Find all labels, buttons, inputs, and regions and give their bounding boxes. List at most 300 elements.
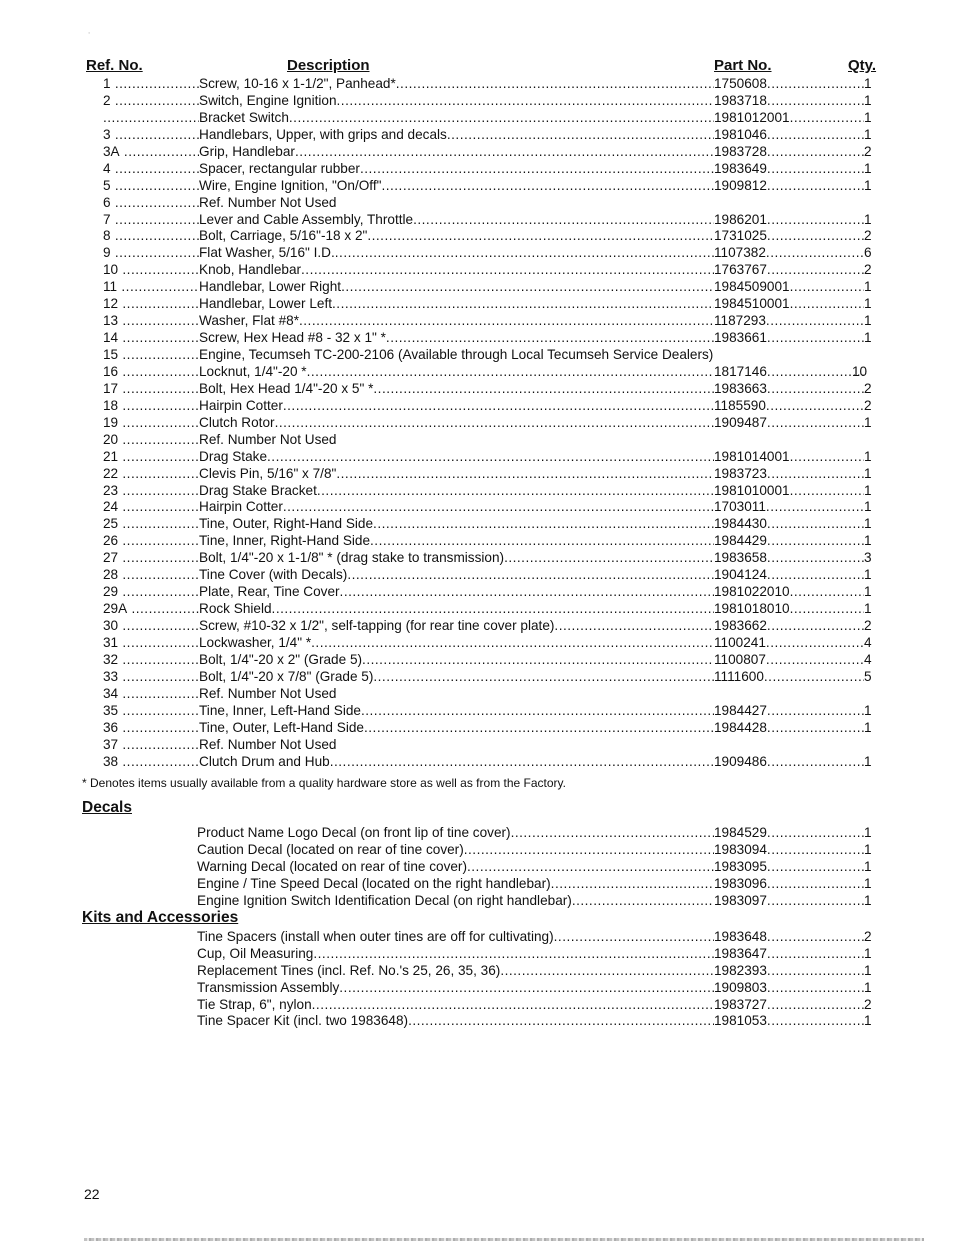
description: Washer, Flat #8* <box>199 313 299 329</box>
scan-edge <box>84 1238 924 1241</box>
description: Bolt, Carriage, 5/16"-18 x 2" <box>199 228 368 244</box>
description: Ref. Number Not Used <box>199 736 337 752</box>
part-number: 1983727 <box>714 996 767 1012</box>
leader-dots <box>767 980 864 997</box>
leader-dots <box>386 330 714 347</box>
part-cell <box>714 93 864 110</box>
ref-number: 12 ..... <box>103 296 199 313</box>
ref-number: 25 ..... <box>103 516 199 533</box>
leader-dots <box>408 1013 714 1030</box>
quantity: 6 <box>864 245 872 261</box>
description: Tine, Outer, Left-Hand Side <box>199 719 364 735</box>
description: Bolt, 1/4"-20 x 7/8" (Grade 5) <box>199 668 374 684</box>
quantity: 10 <box>852 363 868 379</box>
footnote: * Denotes items usually available from a quality hardware store as well as from the Factory. <box>82 776 566 790</box>
table-row <box>0 533 954 550</box>
leader-dots <box>767 516 864 533</box>
list-item <box>0 946 954 963</box>
leader-dots <box>766 398 864 415</box>
description-cell <box>197 859 714 876</box>
table-row <box>0 110 954 127</box>
leader-dots <box>767 1013 864 1030</box>
ref-number: 31 ..... <box>103 635 199 652</box>
quantity: 1 <box>864 330 872 346</box>
description-cell <box>199 466 714 483</box>
description: Rock Shield <box>199 601 272 617</box>
list-item <box>0 893 954 910</box>
leader-dots <box>283 398 714 415</box>
part-number: 1982393 <box>714 962 767 978</box>
ref-number: 19 ..... <box>103 415 199 432</box>
quantity: 1 <box>864 858 872 874</box>
description-cell <box>199 245 714 262</box>
ref-number: 15 ..... <box>103 347 199 364</box>
description: Handlebars, Upper, with grips and decals <box>199 126 447 142</box>
part-number: 1984427 <box>714 702 767 718</box>
part-number: 1983097 <box>714 892 767 908</box>
description: Tine Cover (with Decals) <box>199 567 348 583</box>
part-cell <box>714 127 864 144</box>
list-item <box>0 980 954 997</box>
part-cell <box>714 228 864 245</box>
ref-number: 34 ..... <box>103 686 199 703</box>
leader-dots <box>790 110 864 127</box>
description: Knob, Handlebar <box>199 262 302 278</box>
leader-dots <box>767 161 864 178</box>
leader-dots <box>311 635 714 652</box>
description-cell <box>199 550 714 567</box>
table-row <box>0 144 954 161</box>
table-row <box>0 601 954 618</box>
description: Engine / Tine Speed Decal (located on the right handlebar) <box>197 875 551 891</box>
leader-dots <box>767 466 864 483</box>
leader-dots <box>307 364 714 381</box>
leader-dots <box>413 212 714 229</box>
quantity: 1 <box>864 962 872 978</box>
leader-dots <box>764 669 864 686</box>
quantity: 1 <box>864 313 872 329</box>
leader-dots <box>767 363 868 381</box>
leader-dots <box>767 144 864 161</box>
part-number: 1817146 <box>714 363 767 379</box>
quantity: 1 <box>864 567 872 583</box>
part-number: 1981018010 <box>714 601 790 617</box>
leader-dots <box>467 859 714 876</box>
ref-number: 28 ..... <box>103 567 199 584</box>
table-row <box>0 584 954 601</box>
part-cell <box>714 262 864 279</box>
description: Bolt, 1/4"-20 x 1-1/8" * (drag stake to transmission) <box>199 550 505 566</box>
description: Tine Spacer Kit (incl. two 1983648) <box>197 1013 409 1029</box>
leader-dots <box>373 381 714 398</box>
ref-number: 20 ..... <box>103 432 199 449</box>
leader-dots <box>337 93 714 110</box>
leader-dots <box>766 245 864 262</box>
leader-dots <box>767 876 864 893</box>
part-cell <box>714 567 864 584</box>
part-cell <box>714 825 864 842</box>
quantity: 1 <box>864 533 872 549</box>
part-cell <box>714 618 864 635</box>
leader-dots <box>767 381 864 398</box>
part-cell <box>714 313 864 330</box>
ref-number: 14 ..... <box>103 330 199 347</box>
table-row <box>0 516 954 533</box>
table-row <box>0 432 954 449</box>
leader-dots <box>341 279 714 296</box>
quantity: 2 <box>864 397 872 413</box>
ref-number: 21 ..... <box>103 449 199 466</box>
leader-dots <box>767 127 864 144</box>
part-number: 1981010001 <box>714 482 790 498</box>
quantity: 3 <box>864 550 872 566</box>
table-row <box>0 330 954 347</box>
quantity: 4 <box>864 651 872 667</box>
table-row <box>0 381 954 398</box>
ref-number: 38 ..... <box>103 754 199 771</box>
description: Clutch Drum and Hub <box>199 753 330 769</box>
part-number: 1984430 <box>714 516 767 532</box>
description-cell <box>199 449 714 466</box>
description-cell <box>199 262 714 279</box>
description-cell <box>199 415 714 432</box>
leader-dots <box>767 703 864 720</box>
decals-table <box>0 825 954 909</box>
part-number: 1983723 <box>714 465 767 481</box>
ref-number: 5 ..... <box>103 178 199 195</box>
leader-dots <box>767 893 864 910</box>
ref-number: 27 ..... <box>103 550 199 567</box>
part-cell <box>714 296 864 313</box>
ref-number <box>103 110 199 127</box>
leader-dots <box>381 178 714 195</box>
part-cell <box>714 330 864 347</box>
table-row <box>0 347 954 364</box>
ref-number: 4 ..... <box>103 161 199 178</box>
leader-dots <box>295 144 714 161</box>
table-row <box>0 550 954 567</box>
leader-dots <box>554 618 714 635</box>
description-cell <box>197 893 714 910</box>
quantity: 1 <box>864 601 872 617</box>
leader-dots <box>766 652 864 669</box>
part-number: 1981014001 <box>714 448 790 464</box>
header-ref-no: Ref. No. <box>86 57 143 74</box>
description: Handlebar, Lower Left <box>199 296 333 312</box>
quantity: 2 <box>864 929 872 944</box>
ref-number: 29 ..... <box>103 584 199 601</box>
part-cell <box>714 720 864 737</box>
quantity: 1 <box>864 979 872 995</box>
description-cell <box>199 178 714 195</box>
part-number: 1981046 <box>714 126 767 142</box>
table-row <box>0 228 954 245</box>
description-cell <box>199 144 714 161</box>
table-row <box>0 720 954 737</box>
leader-dots <box>447 127 714 144</box>
part-number: 1981022010 <box>714 584 790 600</box>
part-number: 1731025 <box>714 228 767 244</box>
description-cell <box>199 703 714 720</box>
part-number: 1983096 <box>714 875 767 891</box>
leader-dots <box>361 703 714 720</box>
leader-dots <box>370 533 714 550</box>
description-cell <box>199 533 714 550</box>
leader-dots <box>790 483 864 500</box>
part-number: 1984529 <box>714 825 767 840</box>
ref-number: 7 ..... <box>103 212 199 229</box>
quantity: 1 <box>864 465 872 481</box>
leader-dots <box>362 652 714 669</box>
scan-mark: ∙ <box>88 28 91 37</box>
leader-dots <box>275 415 714 432</box>
part-number: 1983094 <box>714 841 767 857</box>
part-number: 1909486 <box>714 753 767 769</box>
part-number: 1984428 <box>714 719 767 735</box>
part-number: 1983662 <box>714 618 767 633</box>
description: Plate, Rear, Tine Cover <box>199 584 340 600</box>
leader-dots <box>767 76 864 93</box>
description: Drag Stake <box>199 448 268 464</box>
ref-number: 24 ..... <box>103 499 199 516</box>
description-cell <box>199 313 714 330</box>
description: Screw, #10-32 x 1/2", self-tapping (for rear tine cover plate) <box>199 618 555 633</box>
quantity: 5 <box>864 668 872 684</box>
description-cell <box>199 669 714 686</box>
leader-dots <box>504 550 714 567</box>
table-row <box>0 245 954 262</box>
quantity: 4 <box>864 634 872 650</box>
leader-dots <box>790 601 864 618</box>
description-cell <box>199 720 714 737</box>
quantity: 1 <box>864 892 872 908</box>
description-cell <box>199 584 714 601</box>
leader-dots <box>767 720 864 737</box>
description: Ref. Number Not Used <box>199 194 337 210</box>
part-cell <box>714 415 864 432</box>
part-number: 1984509001 <box>714 279 790 295</box>
description: Caution Decal (located on rear of tine cover) <box>197 841 464 857</box>
description: Lockwasher, 1/4" * <box>199 634 312 650</box>
leader-dots <box>767 825 864 842</box>
part-number: 1983648 <box>714 929 767 944</box>
quantity: 1 <box>864 753 872 769</box>
part-number: 1185590 <box>714 397 766 413</box>
leader-dots <box>373 516 714 533</box>
description-cell <box>199 652 714 669</box>
part-number: 1111600 <box>714 668 764 684</box>
description-cell <box>199 279 714 296</box>
description-cell <box>199 635 714 652</box>
table-row <box>0 127 954 144</box>
leader-dots <box>267 449 714 466</box>
leader-dots <box>790 279 864 296</box>
description: Clevis Pin, 5/16" x 7/8" <box>199 465 337 481</box>
kits-table <box>0 929 954 1030</box>
part-cell <box>714 946 864 963</box>
description-cell <box>199 364 714 381</box>
list-item <box>0 825 954 842</box>
leader-dots <box>336 466 714 483</box>
description-cell <box>197 980 714 997</box>
quantity: 2 <box>864 262 872 278</box>
part-cell <box>714 842 864 859</box>
ref-number: 35 ..... <box>103 703 199 720</box>
description: Drag Stake Bracket <box>199 482 317 498</box>
part-cell <box>714 398 864 415</box>
list-item <box>0 876 954 893</box>
ref-number: 2 ..... <box>103 93 199 110</box>
leader-dots <box>317 483 714 500</box>
part-cell <box>714 1013 864 1030</box>
leader-dots <box>790 584 864 601</box>
ref-number: 36 ..... <box>103 720 199 737</box>
leader-dots <box>511 825 714 842</box>
quantity: 1 <box>864 126 872 142</box>
quantity: 1 <box>864 825 872 840</box>
part-cell <box>714 876 864 893</box>
table-row <box>0 262 954 279</box>
part-cell <box>714 533 864 550</box>
quantity: 1 <box>864 414 872 430</box>
table-row <box>0 212 954 229</box>
description: Tine, Outer, Right-Hand Side <box>199 516 374 532</box>
leader-dots <box>373 669 714 686</box>
description: Hairpin Cotter <box>199 397 283 413</box>
leader-dots <box>312 997 714 1014</box>
ref-number: 17 ..... <box>103 381 199 398</box>
part-number: 1981053 <box>714 1013 767 1029</box>
leader-dots <box>367 228 714 245</box>
ref-number: 1 ..... <box>103 76 199 93</box>
table-row <box>0 703 954 720</box>
description: Tine Spacers (install when outer tines are off for cultivating) <box>197 929 554 944</box>
description-cell <box>199 110 714 127</box>
leader-dots <box>299 313 714 330</box>
part-cell <box>714 245 864 262</box>
leader-dots <box>767 963 864 980</box>
parts-table <box>0 76 954 770</box>
ref-number: 26 ..... <box>103 533 199 550</box>
description-cell <box>199 93 714 110</box>
quantity: 1 <box>864 177 872 193</box>
part-cell <box>714 652 864 669</box>
page-number: 22 <box>84 1186 100 1202</box>
kits-heading: Kits and Accessories <box>82 909 239 926</box>
leader-dots <box>396 76 714 93</box>
description: Locknut, 1/4"-20 * <box>199 363 307 379</box>
description-cell <box>199 483 714 500</box>
description-cell <box>197 963 714 980</box>
leader-dots <box>464 842 714 859</box>
leader-dots <box>283 499 714 516</box>
part-cell <box>714 279 864 296</box>
quantity: 1 <box>864 448 872 464</box>
part-number: 1703011 <box>714 499 766 515</box>
description: Tine, Inner, Left-Hand Side <box>199 702 361 718</box>
description: Ref. Number Not Used <box>199 685 337 701</box>
list-item <box>0 997 954 1014</box>
description-cell <box>199 127 714 144</box>
leader-dots <box>767 929 864 946</box>
table-row <box>0 737 954 754</box>
list-item <box>0 929 954 946</box>
part-cell <box>714 499 864 516</box>
description: Cup, Oil Measuring <box>197 945 314 961</box>
description: Bolt, 1/4"-20 x 2" (Grade 5) <box>199 651 363 667</box>
leader-dots <box>301 262 714 279</box>
part-cell <box>714 516 864 533</box>
table-row <box>0 483 954 500</box>
part-cell <box>714 584 864 601</box>
description-cell <box>199 601 714 618</box>
leader-dots <box>330 754 714 771</box>
part-cell <box>714 669 864 686</box>
leader-dots <box>767 178 864 195</box>
description-cell <box>199 330 714 347</box>
part-cell <box>714 144 864 161</box>
leader-dots <box>790 449 864 466</box>
ref-number: 33 ..... <box>103 669 199 686</box>
table-row <box>0 754 954 771</box>
ref-number: 37 ..... <box>103 737 199 754</box>
part-number: 1107382 <box>714 245 766 261</box>
leader-dots <box>767 997 864 1014</box>
part-cell <box>714 381 864 398</box>
part-cell <box>714 754 864 771</box>
ref-number: 23 ..... <box>103 483 199 500</box>
description-cell <box>199 618 714 635</box>
quantity: 2 <box>864 228 872 244</box>
description-cell <box>199 161 714 178</box>
description: Spacer, rectangular rubber <box>199 160 360 176</box>
description-cell <box>197 842 714 859</box>
ref-number: 18 ..... <box>103 398 199 415</box>
table-row <box>0 635 954 652</box>
ref-number: 10 ..... <box>103 262 199 279</box>
header-description: Description <box>287 57 370 74</box>
leader-dots <box>767 842 864 859</box>
quantity: 2 <box>864 380 872 396</box>
part-number: 1984510001 <box>714 296 790 312</box>
table-row <box>0 364 954 381</box>
leader-dots <box>767 212 864 229</box>
part-cell <box>714 550 864 567</box>
leader-dots <box>767 550 864 567</box>
description: Wire, Engine Ignition, "On/Off" <box>199 177 382 193</box>
description-cell <box>197 997 714 1014</box>
ref-number: 32 ..... <box>103 652 199 669</box>
part-number: 1187293 <box>714 313 766 329</box>
description-cell <box>199 499 714 516</box>
leader-dots <box>767 618 864 635</box>
part-cell <box>714 859 864 876</box>
table-row <box>0 313 954 330</box>
table-row <box>0 93 954 110</box>
part-number: 1984429 <box>714 533 767 549</box>
quantity: 1 <box>864 296 872 312</box>
leader-dots <box>767 228 864 245</box>
leader-dots <box>790 296 864 313</box>
description: Tie Strap, 6", nylon <box>197 996 312 1012</box>
description-cell <box>197 825 714 842</box>
description-cell <box>199 516 714 533</box>
list-item <box>0 963 954 980</box>
description: Hairpin Cotter <box>199 499 283 515</box>
description: Engine, Tecumseh TC-200-2106 (Available through Local Tecumseh Service Dealers) <box>199 347 714 362</box>
description-cell <box>199 228 714 245</box>
ref-number: 29A ..... <box>103 601 199 618</box>
